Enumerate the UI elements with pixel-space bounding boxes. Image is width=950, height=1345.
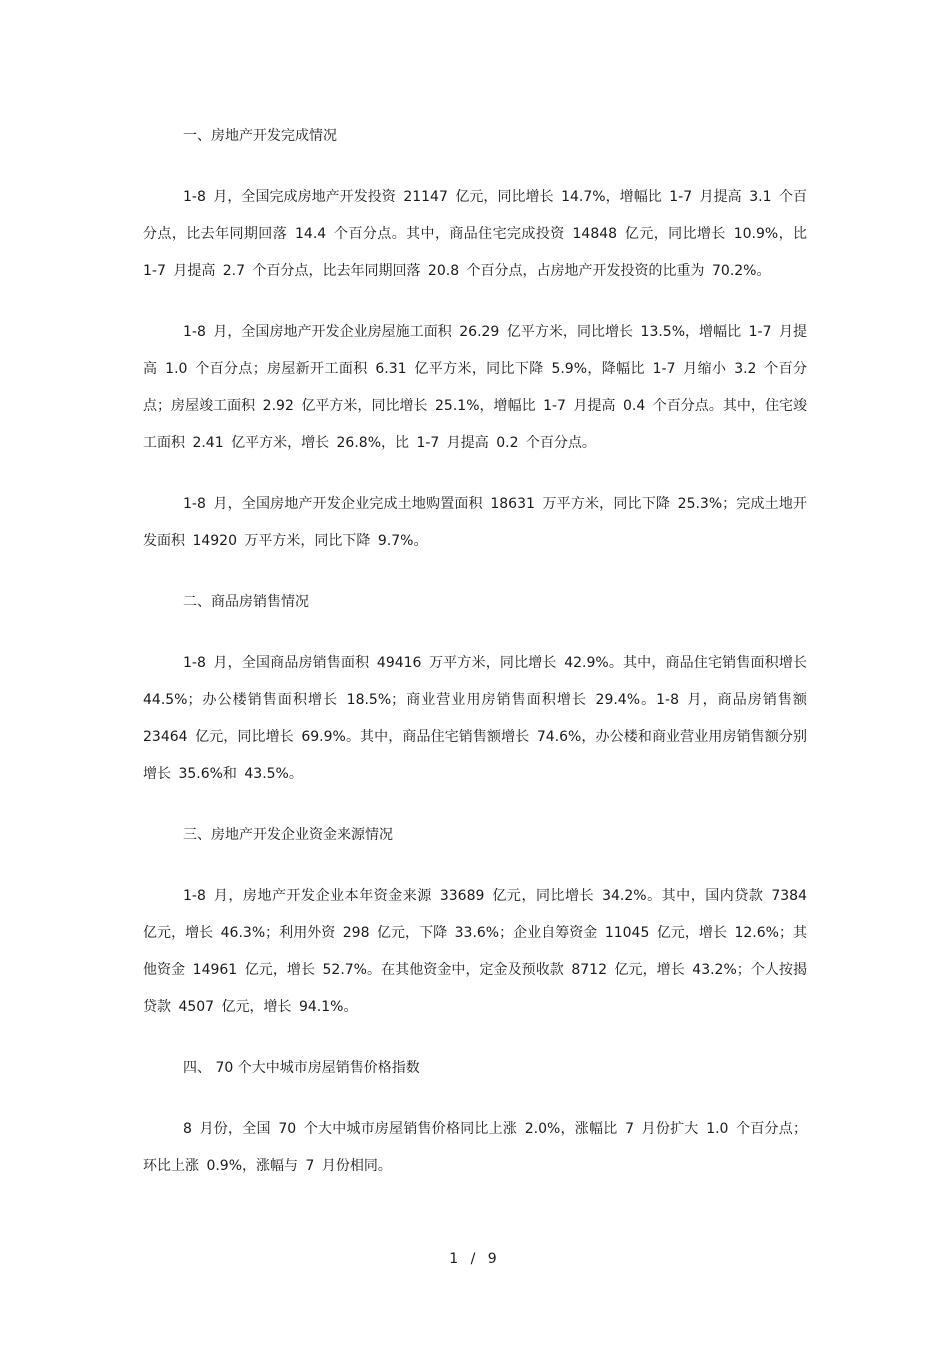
paragraph-price-index: 8 月份，全国 70 个大中城市房屋销售价格同比上涨 2.0%，涨幅比 7 月份扩大 1.0 个百分点；环比上涨 0.9%，涨幅与 7 月份相同。 xyxy=(143,1121,807,1174)
section-heading-sales: 二、商品房销售情况 xyxy=(183,594,309,610)
section-heading-development: 一、房地产开发完成情况 xyxy=(183,128,337,144)
document-body xyxy=(143,118,807,1209)
paragraph-construction-area: 1-8 月，全国房地产开发企业房屋施工面积 26.29 亿平方米，同比增长 13.5%，增幅比 1-7 月提高 1.0 个百分点；房屋新开工面积 6.31 亿平方米，同比下降 5.9%，降幅比 1-7 月缩小 3.2 个百分点；房屋竣工面积 2.92 亿平方米，同比增长 25.1%，增幅比 1-7 月提高 0.4 个百分点。其中，住宅竣工面积 2.41 亿平方米，增长 26.8%，比 1-7 月提高 0.2 个百分点。 xyxy=(143,324,807,451)
paragraph-land-acquisition: 1-8 月，全国房地产开发企业完成土地购置面积 18631 万平方米，同比下降 25.3%；完成土地开发面积 14920 万平方米，同比下降 9.7%。 xyxy=(143,496,807,549)
section-heading-price-index: 四、 70 个大中城市房屋销售价格指数 xyxy=(183,1060,420,1076)
paragraph-sales: 1-8 月，全国商品房销售面积 49416 万平方米，同比增长 42.9%。其中，商品住宅销售面积增长 44.5%；办公楼销售面积增长 18.5%；商业营业用房销售面积增长 29.4%。1-8 月，商品房销售额 23464 亿元，同比增长 69.9%。其中，商品住宅销售额增长 74.6%，办公楼和商业营业用房销售额分别增长 35.6%和 43.5%。 xyxy=(143,655,807,782)
paragraph-investment: 1-8 月，全国完成房地产开发投资 21147 亿元，同比增长 14.7%，增幅比 1-7 月提高 3.1 个百分点，比去年同期回落 14.4 个百分点。其中，商品住宅完成投资 14848 亿元，同比增长 10.9%，比 1-7 月提高 2.7 个百分点，比去年同期回落 20.8 个百分点，占房地产开发投资的比重为 70.2%。 xyxy=(143,189,807,279)
section-heading-funding: 三、房地产开发企业资金来源情况 xyxy=(183,827,393,843)
paragraph-funding: 1-8 月，房地产开发企业本年资金来源 33689 亿元，同比增长 34.2%。其中，国内贷款 7384 亿元，增长 46.3%；利用外资 298 亿元，下降 33.6%；企业自筹资金 11045 亿元，增长 12.6%；其他资金 14961 亿元，增长 52.7%。在其他资金中，定金及预收款 8712 亿元，增长 43.2%；个人按揭贷款 4507 亿元，增长 94.1%。 xyxy=(143,888,807,1015)
page-number: 1 / 9 xyxy=(449,1251,501,1267)
